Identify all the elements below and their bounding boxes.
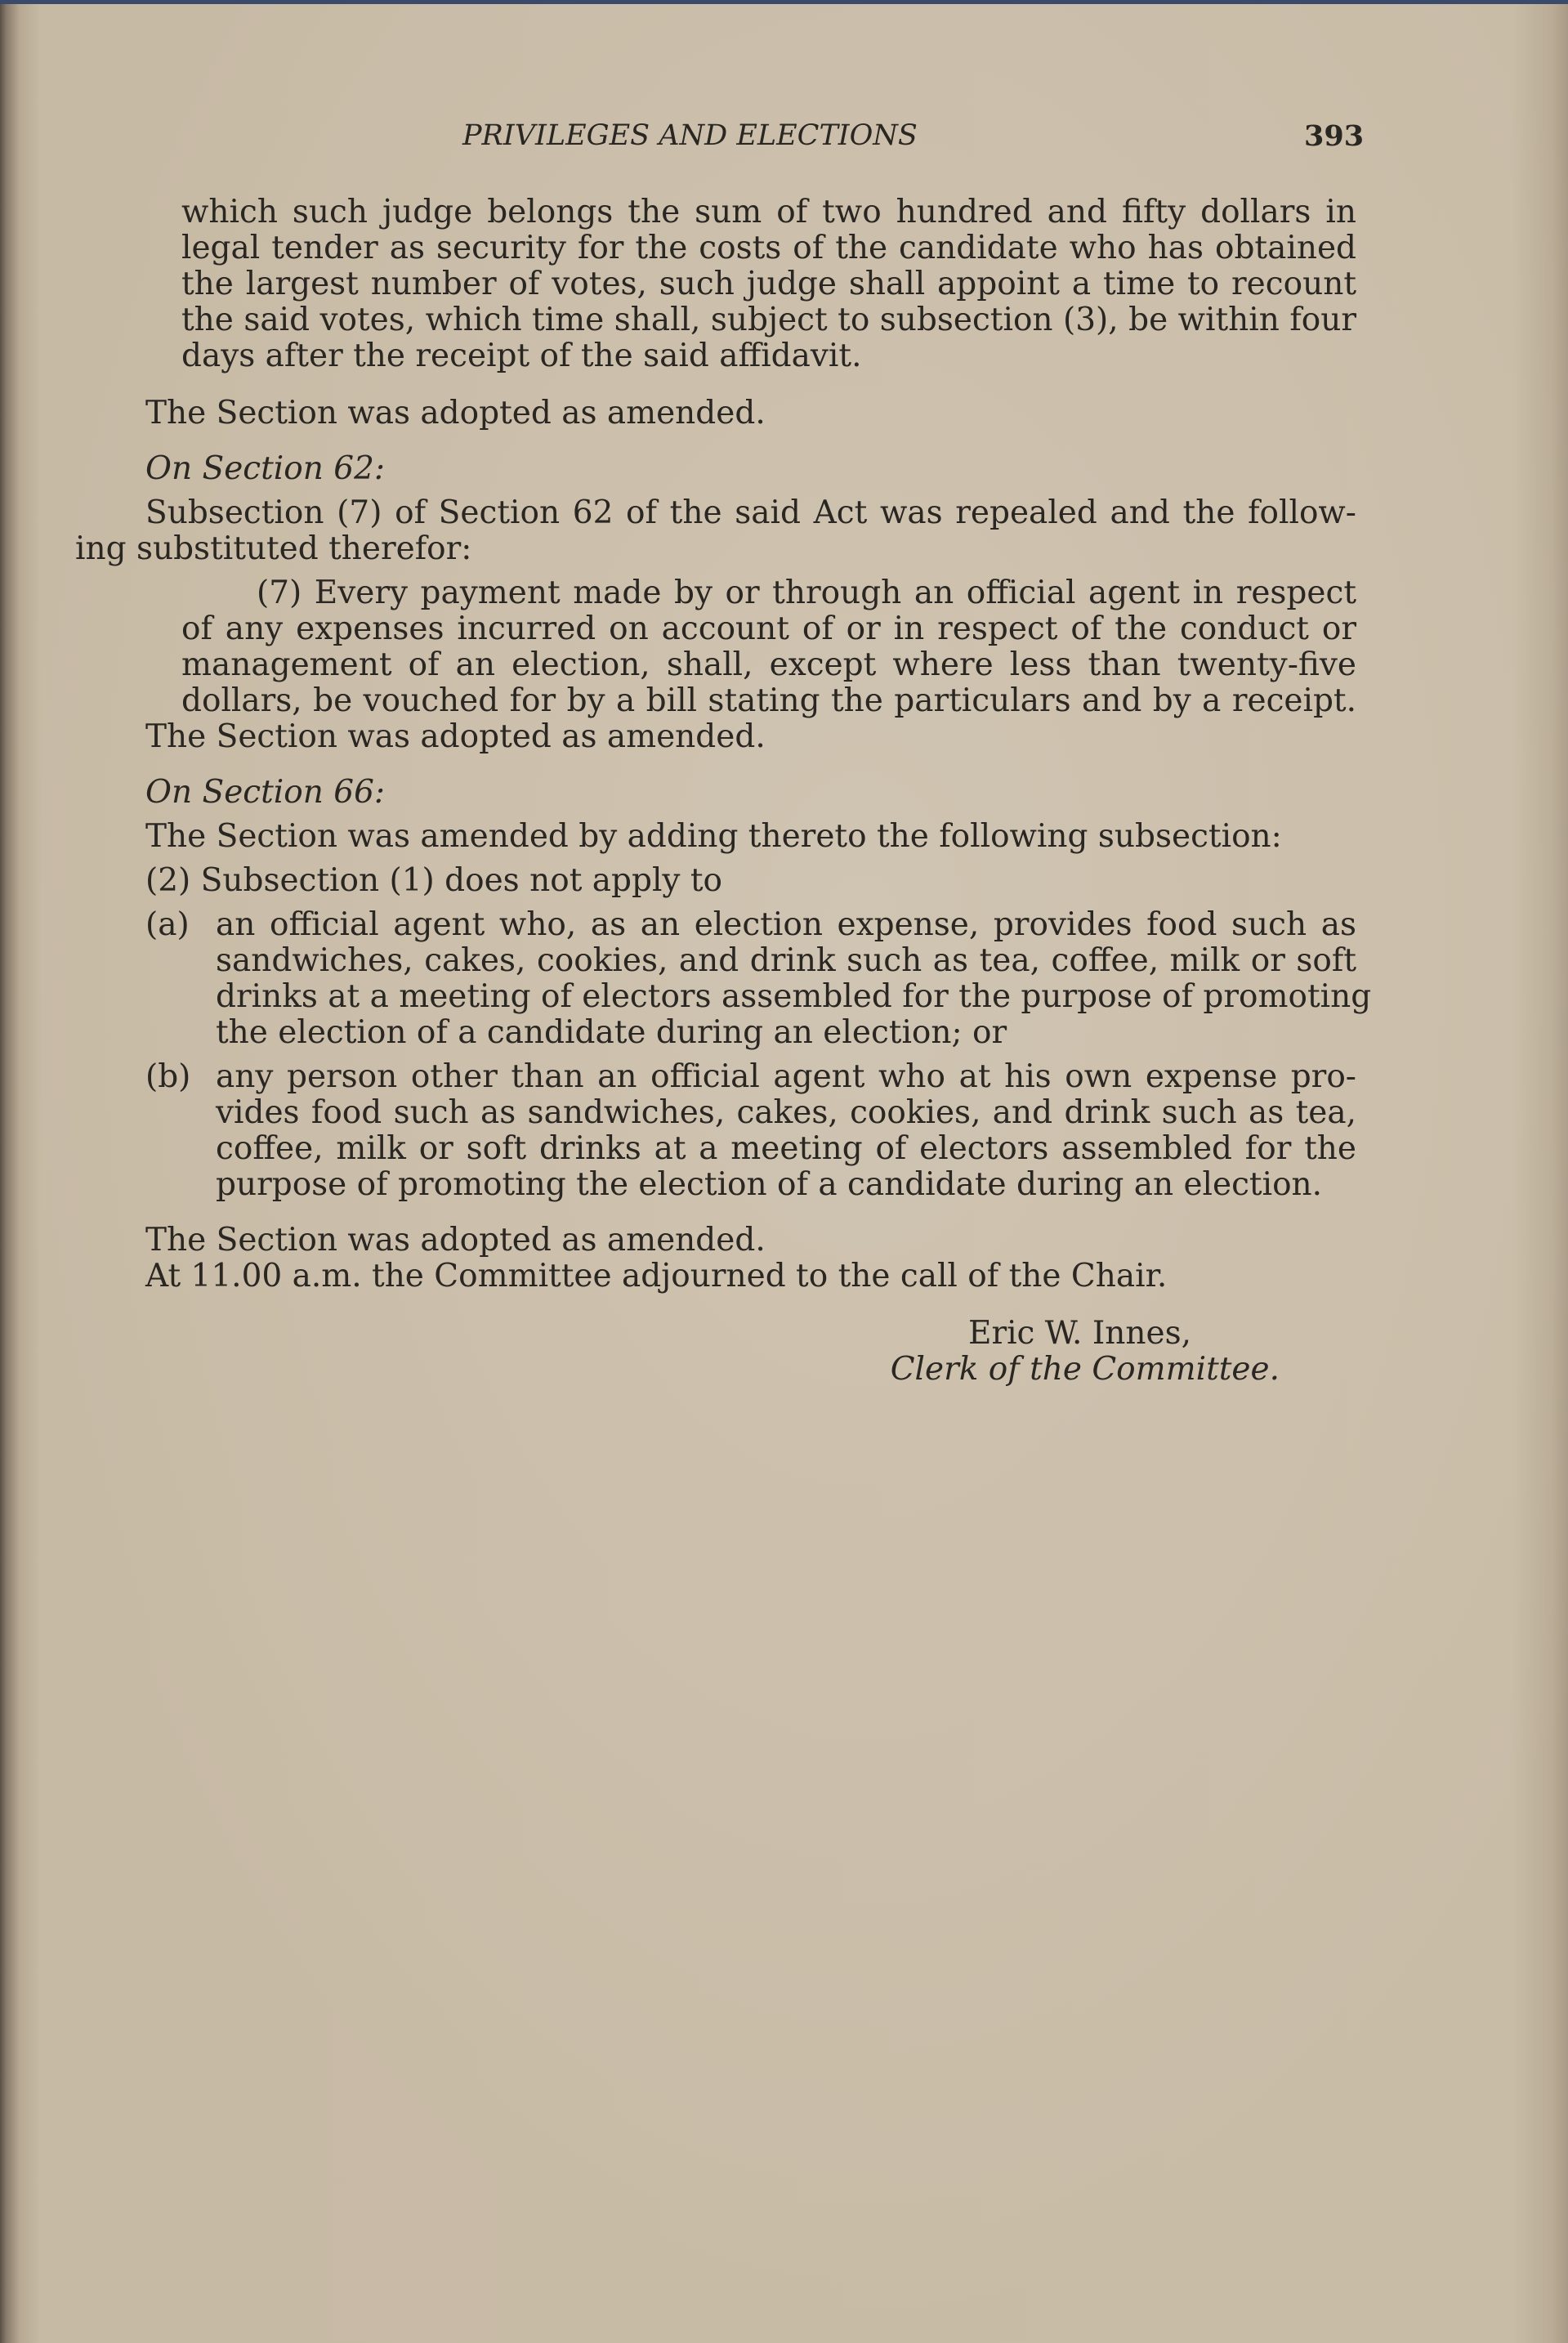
text-line: of any expenses incurred on account of or in respect of the conduct or	[181, 610, 1356, 647]
text-line	[181, 195, 1356, 230]
item-b-label: (b)	[145, 1058, 191, 1095]
text-line: drinks at a meeting of electors assembled for the purpose of promoting	[216, 978, 1372, 1015]
text-line: the election of a candidate during an election; or	[216, 1014, 1007, 1051]
text-line: sandwiches, cakes, cookies, and drink such as tea, coffee, milk or soft	[216, 942, 1356, 979]
adjournment-note: At 11.00 a.m. the Committee adjourned to the call of the Chair.	[145, 1258, 1168, 1294]
section-62-heading: On Section 62:	[145, 450, 386, 487]
top-edge	[0, 0, 1568, 4]
adopted-note: The Section was adopted as amended.	[145, 718, 766, 755]
text-line: ing substituted therefor:	[75, 530, 472, 567]
text-line: legal tender as security for the costs of the candidate who has obtained	[181, 230, 1356, 266]
text-line: days after the receipt of the said affidavit.	[181, 338, 862, 374]
text-line: Subsection (7) of Section 62 of the said Act was repealed and the follow-	[145, 494, 1356, 531]
text-line: the said votes, which time shall, subject to subsection (3), be within four	[181, 302, 1356, 338]
running-header-title: PRIVILEGES AND ELECTIONS	[462, 119, 918, 152]
text-line: vides food such as sandwiches, cakes, cookies, and drink such as tea,	[216, 1094, 1356, 1131]
para-line-1: which such judge belongs the sum of two hundred and fifty dollars in	[181, 194, 1356, 230]
text-line: purpose of promoting the election of a candidate during an election.	[216, 1166, 1323, 1203]
text-line: dollars, be vouched for by a bill stating the particulars and by a receipt.	[181, 682, 1356, 719]
subsection-2: (2) Subsection (1) does not apply to	[145, 862, 722, 899]
section-66-heading: On Section 66:	[145, 774, 386, 811]
adopted-note: The Section was adopted as amended.	[145, 395, 766, 431]
text-line: (7) Every payment made by or through an official agent in respect	[257, 575, 1356, 611]
clerk-name: Eric W. Innes,	[967, 1315, 1191, 1352]
text-line: an official agent who, as an election expense, provides food such as	[216, 906, 1356, 943]
adopted-note: The Section was adopted as amended.	[145, 1222, 766, 1259]
text-line: management of an election, shall, except where less than twenty-five	[181, 646, 1356, 683]
text-line: the largest number of votes, such judge shall appoint a time to recount	[181, 266, 1356, 302]
section-66-intro: The Section was amended by adding thereto the following subsection:	[145, 818, 1282, 855]
page-number: 393	[1304, 119, 1365, 153]
clerk-title: Clerk of the Committee.	[890, 1351, 1280, 1388]
text-line: any person other than an official agent who at his own expense pro-	[216, 1058, 1356, 1095]
text-line: coffee, milk or soft drinks at a meeting of electors assembled for the	[216, 1130, 1356, 1167]
item-a-label: (a)	[145, 906, 190, 943]
